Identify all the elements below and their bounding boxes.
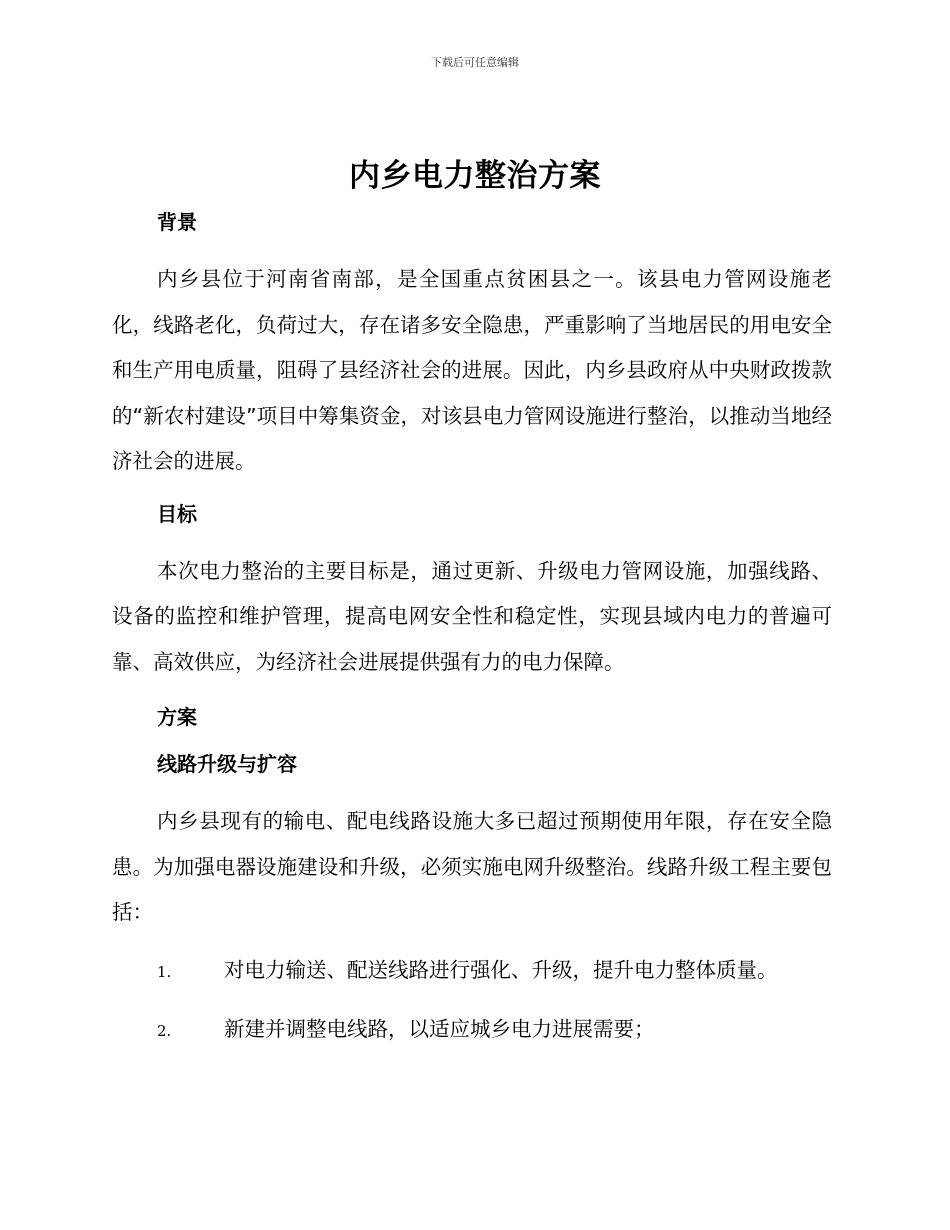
- section-heading-background: 背景: [157, 210, 197, 234]
- paragraph-background: 内乡县位于河南省南部，是全国重点贫困县之一。该县电力管网设施老化，线路老化，负荷过大，存在诸多安全隐患，严重影响了当地居民的用电安全和生产用电质量，阻碍了县经济社会的进展。因此，内乡县政府从中央财政拨款的“新农村建设”项目中筹集资金，对该县电力管网设施进行整治，以推动当地经济社会的进展。: [112, 267, 832, 473]
- list-item: [112, 1007, 832, 1055]
- paragraph-goal: 本次电力整治的主要目标是，通过更新、升级电力管网设施，加强线路、设备的监控和维护管理，提高电网安全性和稳定性，实现县域内电力的普遍可靠、高效供应，为经济社会进展提供强有力的电力保障。: [112, 558, 832, 674]
- section-heading-goal: 目标: [157, 501, 197, 526]
- document-body: [112, 205, 832, 1055]
- list-item-number: 1.: [157, 962, 172, 981]
- page-header-note: 下载后可任意编辑: [431, 56, 519, 69]
- list-item-text: 新建并调整电线路，以适应城乡电力进展需要；: [224, 1017, 655, 1041]
- list-item-text: 对电力输送、配送线路进行强化、升级，提升电力整体质量。: [224, 957, 778, 982]
- list-item-number: 2.: [157, 1022, 172, 1040]
- paragraph-line-upgrade: 内乡县现有的输电、配电线路设施大多已超过预期使用年限，存在安全隐患。为加强电器设施建设和升级，必须实施电网升级整治。线路升级工程主要包括：: [112, 809, 832, 924]
- document-title: 内乡电力整治方案: [349, 158, 601, 194]
- section-heading-plan: 方案: [157, 705, 197, 729]
- list-item: [112, 948, 832, 996]
- subsection-heading-line-upgrade: 线路升级与扩容: [157, 752, 297, 776]
- numbered-list: [112, 948, 832, 1055]
